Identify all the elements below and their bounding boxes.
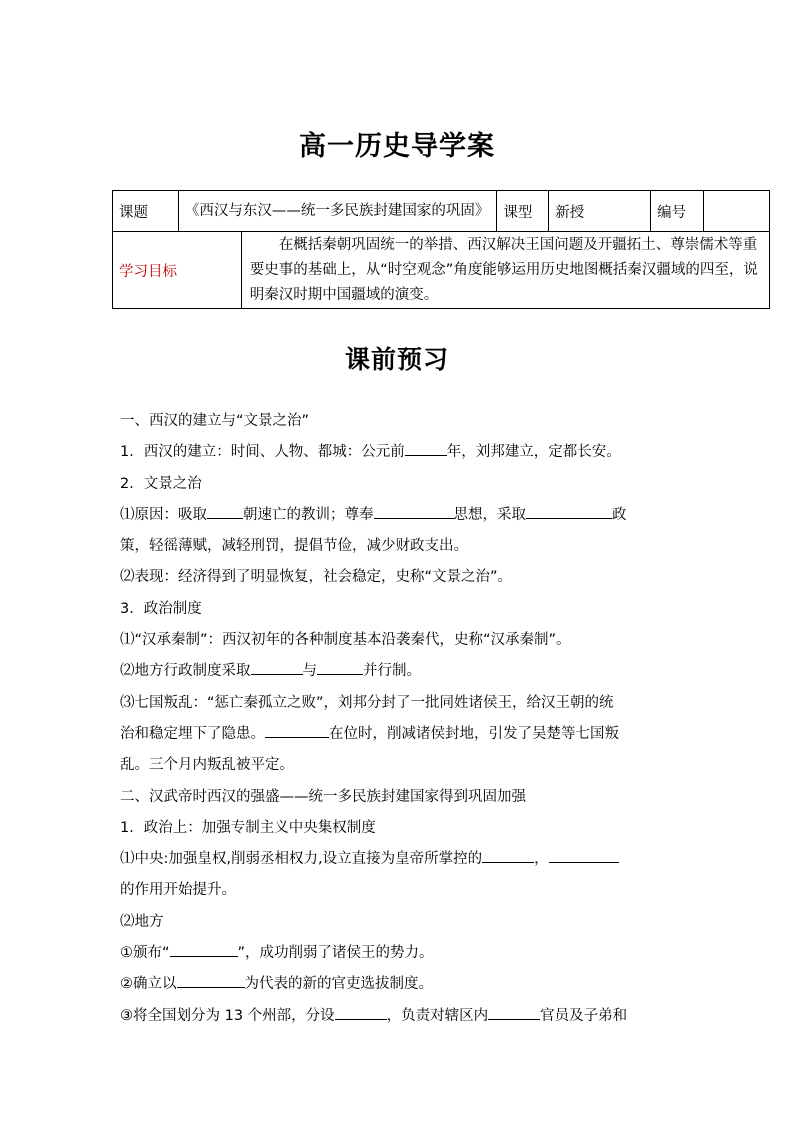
goal-label: 学习目标 [113,232,242,309]
section-title: 课前预习 [344,345,449,374]
item-2-1 [120,500,680,531]
item-3: 3．政治制度 [120,600,202,617]
fill-blank[interactable] [207,501,243,519]
text: ”，成功削弱了诸侯王的势力。 [237,945,434,962]
item-2: 2．文景之治 [120,475,202,492]
item-2-a-1 [120,844,680,875]
text: 为代表的新的官吏选拔制度。 [244,976,433,993]
topic-label: 课题 [113,191,179,232]
item-3-3-end: 乱。三个月内叛乱被平定。 [120,757,294,774]
item-3-3: ⑶七国叛乱：“惩亡秦孤立之败”，刘邦分封了一批同姓诸侯王，给汉王朝的统 [120,694,614,711]
text: 1．西汉的建立：时间、人物、都城：公元前 [120,444,405,461]
item-2-2: ⑵表现：经济得到了明显恢复，社会稳定，史称“文景之治”。 [120,569,513,586]
text: ⑴原因：吸取 [120,506,207,523]
fill-blank[interactable] [488,1002,540,1020]
text: ，负责对辖区内 [386,1007,489,1024]
item-3-1: ⑴“汉承秦制”：西汉初年的各种制度基本沿袭秦代，史称“汉承秦制”。 [120,632,571,649]
fill-blank[interactable] [251,657,303,675]
item-2-a: 1．政治上：加强专制主义中央集权制度 [120,819,376,836]
fill-blank[interactable] [374,501,454,519]
text: ⑵地方行政制度采取 [120,663,251,680]
info-table [112,190,770,309]
page-title: 高一历史导学案 [299,131,495,162]
text: ①颁布“ [120,945,170,962]
item-1 [120,437,680,468]
text: 在位时，削减诸侯封地，引发了吴楚等七国叛 [329,725,619,742]
goal-text: 在概括秦朝巩固统一的举措、西汉解决王国问题及开疆拓土、尊崇儒术等重要史事的基础上，从“时空观念”角度能够运用历史地图概括秦汉疆域的四至，说明秦汉时期中国疆域的演变。 [241,232,769,309]
fill-blank[interactable] [317,657,363,675]
text: 朝速亡的教训；尊奉 [243,506,374,523]
fill-blank[interactable] [177,970,245,988]
number-label: 编号 [651,191,704,232]
text: 年，刘邦建立，定都长安。 [446,444,621,461]
heading-1: 一、西汉的建立与“文景之治” [120,413,310,429]
text: 官员及子弟和 [540,1007,628,1024]
text: 与 [302,663,317,680]
text: 治和稳定埋下了隐患。 [120,725,265,742]
text: ， [534,851,549,868]
item-2-a-1-cont: 的作用开始提升。 [120,882,236,899]
type-value: 新授 [549,191,651,232]
heading-2: 二、汉武帝时西汉的强盛——统一多民族封建国家得到巩固加强 [120,788,526,805]
fill-blank[interactable] [482,845,534,863]
item-3-2 [120,656,680,687]
number-value [704,191,770,232]
fill-blank[interactable] [405,438,447,456]
item-2-1-cont: 策，轻徭薄赋，减轻刑罚，提倡节俭，减少财政支出。 [120,538,468,555]
fill-blank[interactable] [549,845,619,863]
topic-value: 《西汉与东汉——统一多民族封建国家的巩固》 [178,191,496,232]
text: 政 [612,506,627,523]
item-3-3-cont [120,719,680,750]
preview-content [120,406,680,1032]
item-2-a-2-ii [120,969,680,1000]
item-2-a-2: ⑵地方 [120,913,164,930]
fill-blank[interactable] [335,1002,387,1020]
text: 思想，采取 [453,506,526,523]
item-2-a-2-i [120,938,680,969]
item-2-a-2-iii [120,1001,680,1032]
text: ⑴中央:加强皇权,削弱丞相权力,设立直接为皇帝所掌控的 [120,851,483,868]
text: 并行制。 [363,663,421,680]
fill-blank[interactable] [170,939,238,957]
fill-blank[interactable] [265,720,329,738]
text: ③将全国划分为 13 个州部，分设 [120,1007,335,1024]
type-label: 课型 [497,191,549,232]
fill-blank[interactable] [526,501,612,519]
text: ②确立以 [120,976,177,993]
